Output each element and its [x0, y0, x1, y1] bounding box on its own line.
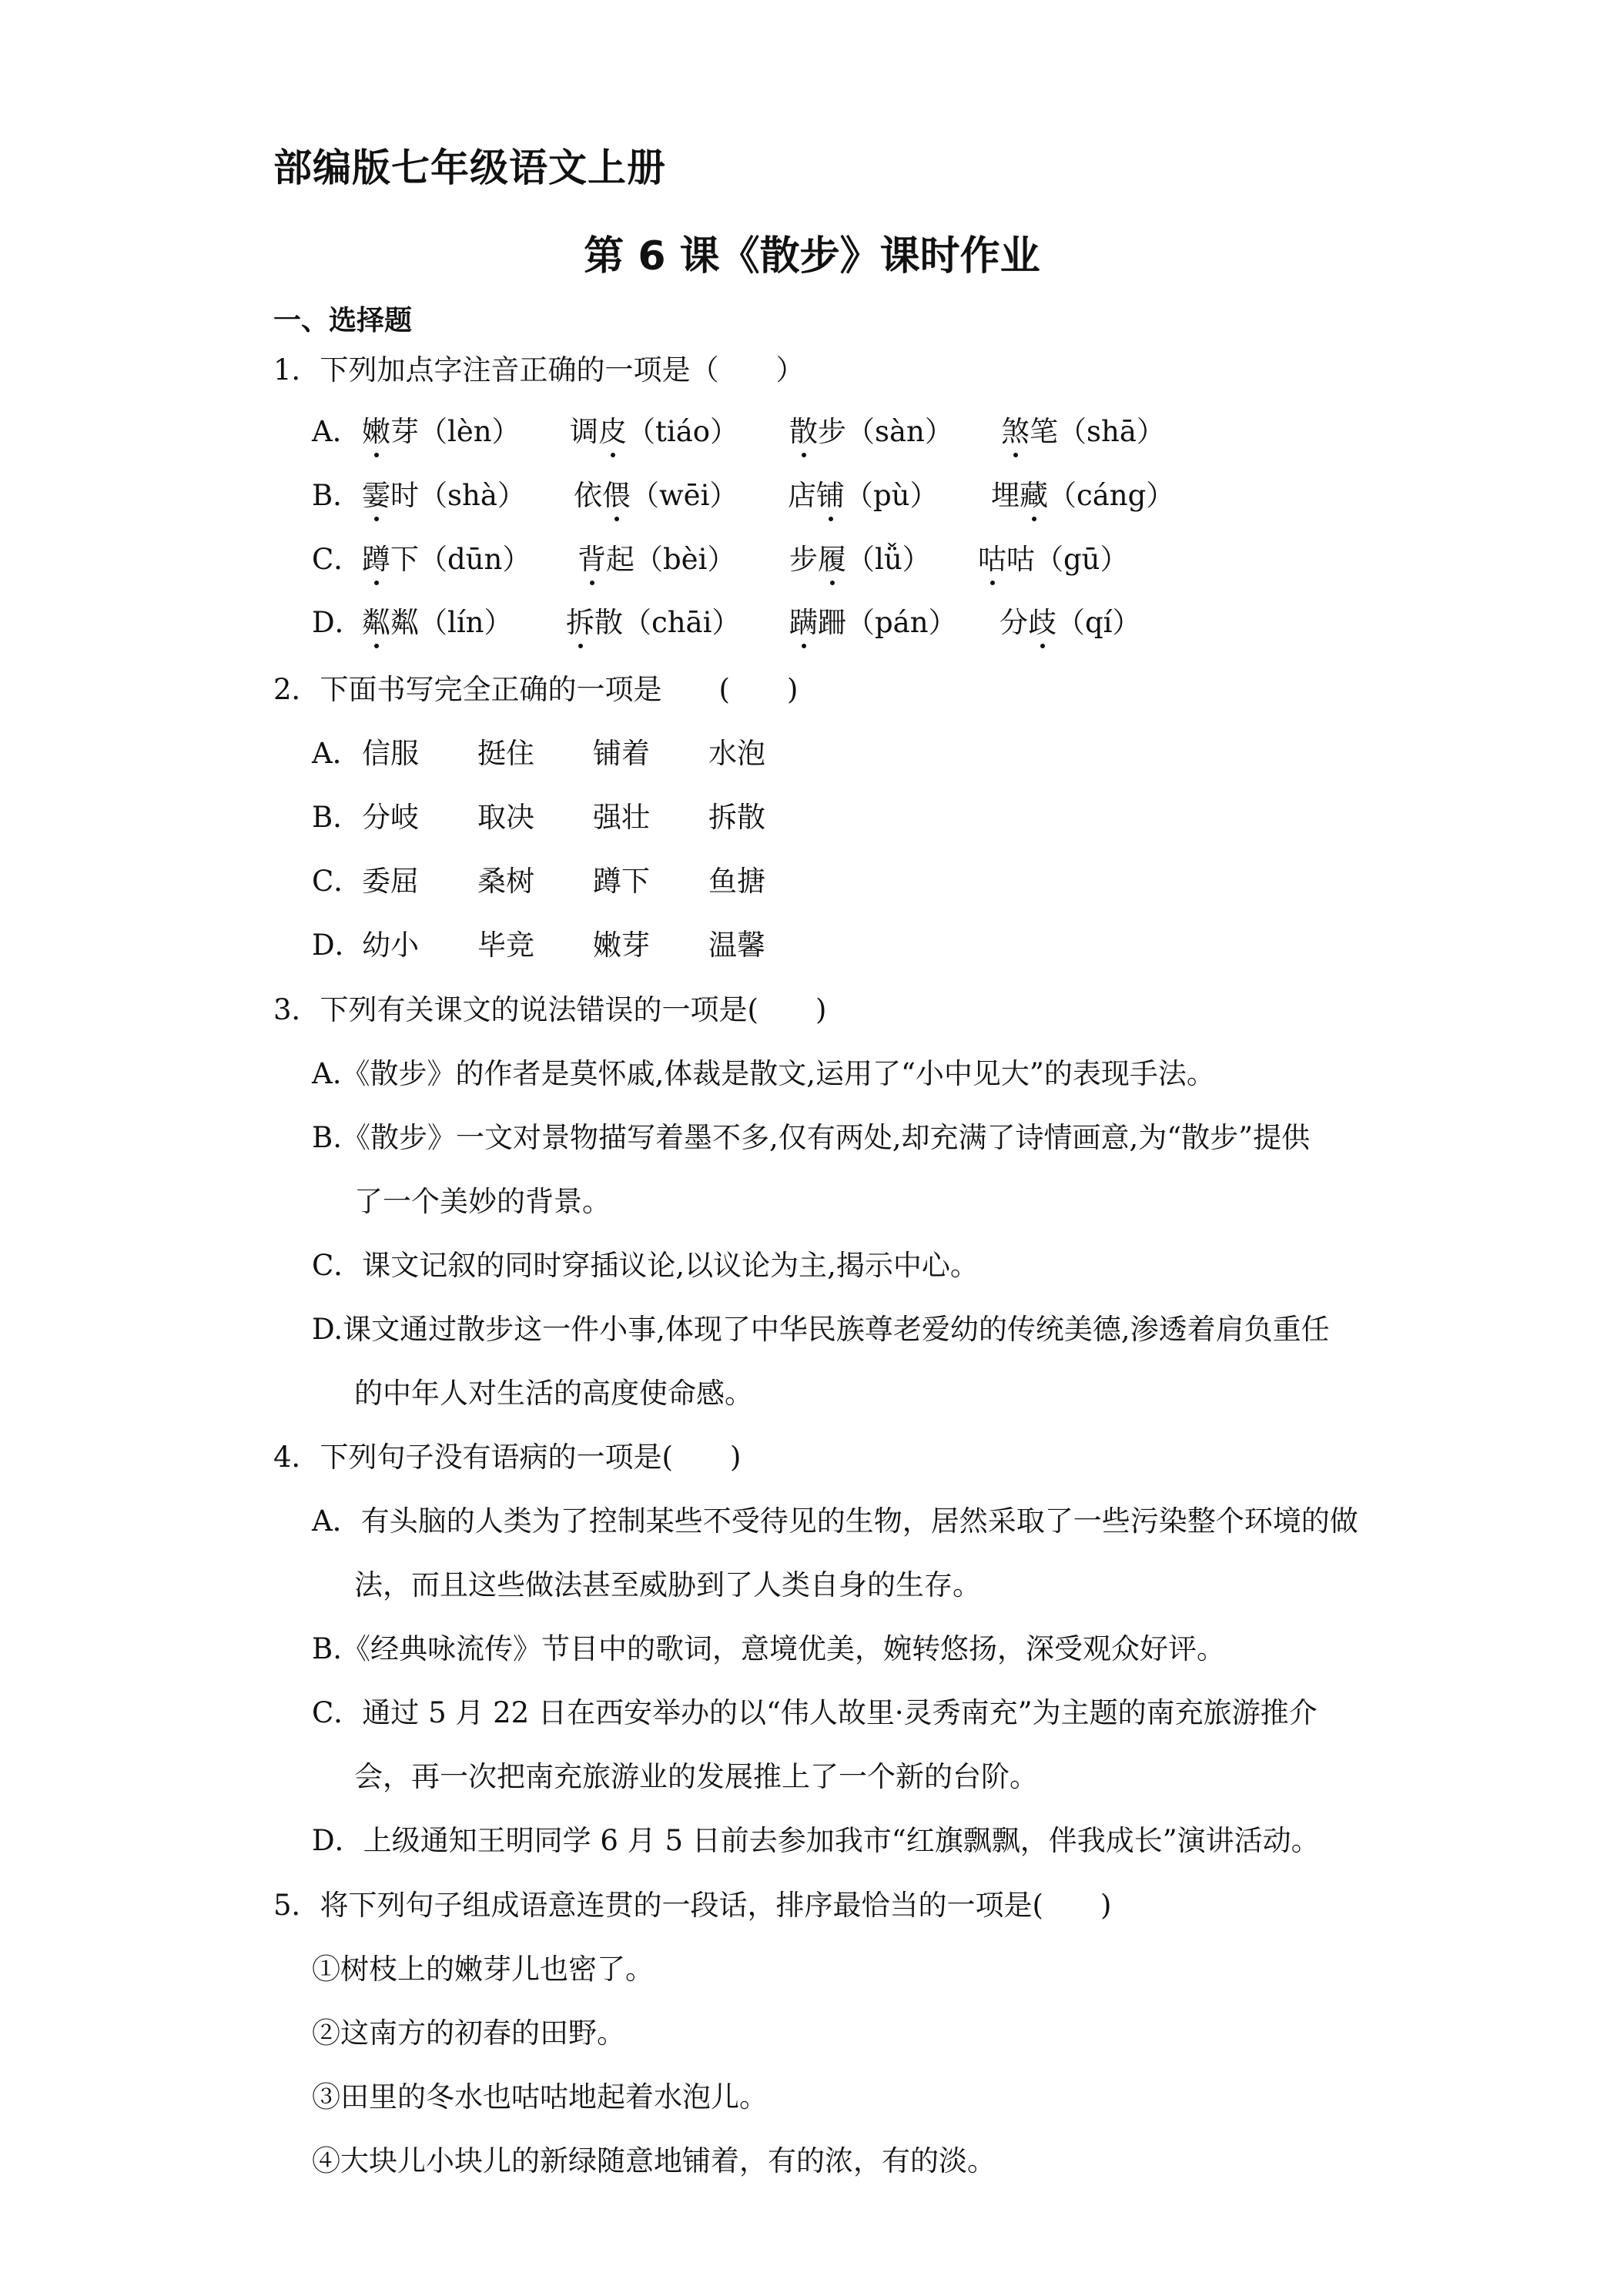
word: 强壮	[593, 801, 650, 834]
pinyin-item: 依偎（wēi）	[574, 479, 738, 512]
word: 嫩芽	[593, 929, 650, 962]
question-5-stem: 5．将下列句子组成语意连贯的一段话，排序最恰当的一项是( )	[273, 1889, 1112, 1922]
word: 幼小	[362, 929, 419, 962]
word: 鱼搪	[708, 865, 765, 898]
question-4-stem: 4．下列句子没有语病的一项是( )	[273, 1441, 742, 1474]
q3-option-d: D.课文通过散步这一件小事,体现了中华民族尊老爱幼的传统美德,渗透着肩负重任	[312, 1313, 1330, 1346]
q4-option-c: C．通过 5 月 22 日在西安举办的以“伟人故里·灵秀南充”为主题的南充旅游推介	[312, 1696, 1318, 1729]
word: 信服	[362, 737, 419, 770]
word: 蹲下	[593, 865, 650, 898]
word: 挺住	[477, 737, 534, 770]
question-3-stem: 3．下列有关课文的说法错误的一项是( )	[273, 993, 827, 1026]
q5-sentence-1: ①树枝上的嫩芽儿也密了。	[312, 1953, 654, 1986]
pinyin-item: 店铺（pù）	[788, 479, 939, 512]
pinyin-item: 散步（sàn）	[789, 415, 953, 448]
option-label: C．	[312, 543, 363, 576]
pinyin-item: 粼粼（lín）	[362, 606, 513, 639]
q3-option-b: B.《散步》一文对景物描写着墨不多,仅有两处,却充满了诗情画意,为“散步”提供	[312, 1121, 1311, 1154]
word: 温馨	[708, 929, 765, 962]
pinyin-item: 煞笔（shā）	[1001, 415, 1165, 448]
pinyin-item: 背起（bèi）	[578, 543, 736, 576]
q5-sentence-2: ②这南方的初春的田野。	[312, 2017, 625, 2050]
q4-option-c-cont: 会，再一次把南充旅游业的发展推上了一个新的台阶。	[354, 1760, 1038, 1793]
pinyin-item: 霎时（shà）	[362, 479, 526, 512]
q4-option-b: B.《经典咏流传》节目中的歌词，意境优美，婉转悠扬，深受观众好评。	[312, 1632, 1225, 1665]
q3-option-a: A.《散步》的作者是莫怀戚,体裁是散文,运用了“小中见大”的表现手法。	[312, 1057, 1215, 1090]
lesson-title: 第 6 课《散步》课时作业	[584, 233, 1040, 279]
q3-option-c: C．课文记叙的同时穿插议论,以议论为主,揭示中心。	[312, 1249, 979, 1282]
word: 拆散	[708, 801, 765, 834]
document-title: 部编版七年级语文上册	[273, 146, 666, 190]
word: 毕竞	[477, 929, 534, 962]
word: 取决	[477, 801, 534, 834]
q5-sentence-4: ④大块儿小块儿的新绿随意地铺着，有的浓，有的淡。	[312, 2144, 996, 2177]
q4-option-a: A．有头脑的人类为了控制某些不受待见的生物，居然采取了一些污染整个环境的做	[312, 1504, 1358, 1538]
option-label: B．	[312, 801, 362, 834]
q4-option-d: D．上级通知王明同学 6 月 5 日前去参加我市“红旗飘飘，伴我成长”演讲活动。	[312, 1824, 1320, 1857]
pinyin-item: 拆散（chāi）	[566, 606, 741, 639]
pinyin-item: 嫩芽（lèn）	[362, 415, 521, 448]
pinyin-item: 埋藏（cáng）	[991, 479, 1175, 512]
option-label: A．	[312, 415, 361, 448]
pinyin-item: 蹒跚（pán）	[789, 606, 957, 639]
word: 委屈	[362, 865, 419, 898]
pinyin-item: 步履（lǚ）	[789, 543, 931, 576]
word: 分岐	[362, 801, 419, 834]
option-label: C．	[312, 865, 363, 898]
option-label: B．	[312, 479, 362, 512]
option-label: D．	[312, 606, 363, 639]
question-2-stem: 2．下面书写完全正确的一项是 ( )	[273, 673, 799, 706]
word: 铺着	[593, 737, 650, 770]
q3-option-b-cont: 了一个美妙的背景。	[354, 1185, 611, 1218]
option-label: D．	[312, 929, 363, 962]
pinyin-item: 分歧（qí）	[1000, 606, 1141, 639]
pinyin-item: 调皮（tiáo）	[570, 415, 739, 448]
option-label: A．	[312, 737, 361, 770]
pinyin-item: 咕咕（gū）	[978, 543, 1129, 576]
word: 水泡	[708, 737, 765, 770]
word: 桑树	[477, 865, 534, 898]
question-1-stem: 1．下列加点字注音正确的一项是（ ）	[273, 353, 805, 387]
q3-option-d-cont: 的中年人对生活的高度使命感。	[354, 1377, 753, 1410]
pinyin-item: 蹲下（dūn）	[362, 543, 531, 576]
section-heading: 一、选择题	[273, 305, 413, 336]
q5-sentence-3: ③田里的冬水也咕咕地起着水泡儿。	[312, 2080, 768, 2114]
q4-option-a-cont: 法，而且这些做法甚至威胁到了人类自身的生存。	[354, 1568, 981, 1602]
